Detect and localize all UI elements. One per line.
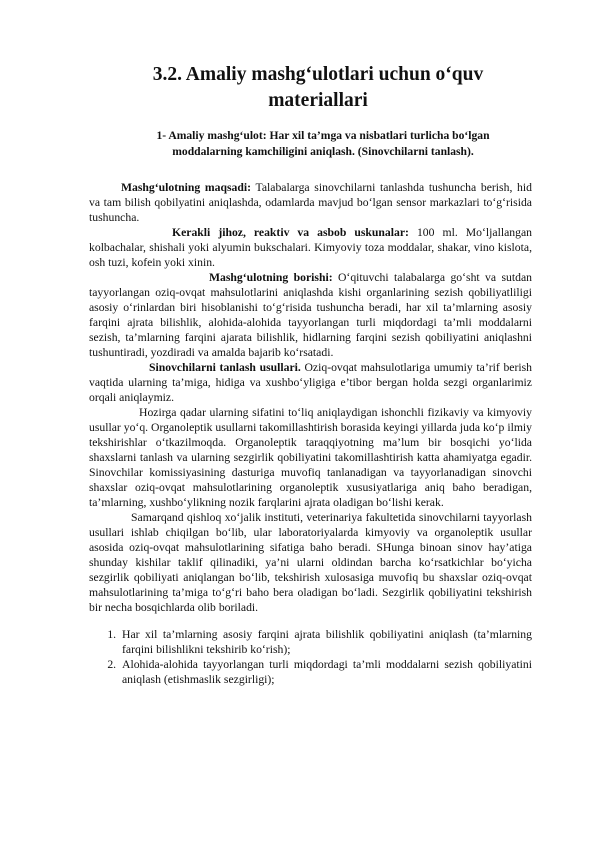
paragraph-text: Hozirga qadar ularning sifatini to‘liq aniqlaydigan ishonchli fizikaviy va kimyoviy usullar yo‘q. Organoleptik usullarni takomillashtirish borasida keyingi yillarda juda ko‘p ilmiy tekshirishlar o‘tkazilmoqda. Organoleptik taraqqiyotning ma’lum bir bosqichi yo‘lida shaxslarni tanlash va ularning sezgirlik qobiliyatini takomillashtirish katta ahamiyatga egadir. Sinovchilar komissiyasining dasturiga muvofiq tanlanadigan va tayyorlanadigan sinovchi shaxslar oziq-ovqat mahsulotlarining organoleptik xususiyatlariga aniq baho beradigan, ta’mlarning, xushbo‘ylikning nozik farqlarini ajrata oladigan bo‘lishi kerak. (89, 406, 532, 509)
paragraph-text: Oziq-ovqat mahsulotlariga umumiy ta’rif berish vaqtida ularning ta’miga, hidiga va xushbo‘yligiga e’tibor bergan holda sezgi organlarimiz orqali aniqlaymiz. (89, 361, 533, 404)
paragraph-goal (89, 180, 532, 225)
stages-list (89, 627, 532, 687)
paragraph-organoleptic (89, 405, 532, 510)
section-title-line1: 3.2. Amaliy mashg‘ulotlari uchun o‘quv (152, 64, 484, 85)
paragraph-lead: Kerakli jihoz, reaktiv va asbob uskunalar: (172, 226, 409, 239)
paragraph-equipment (89, 225, 532, 270)
list-item: 1. Har xil ta’mlarning asosiy farqini ajrata bilishlik qobiliyatini aniqlash (ta’mlarning farqini bilishlikni tekshirib ko‘rish); (119, 627, 532, 657)
paragraph-procedure (89, 270, 532, 360)
exercise-heading-line1: 1- Amaliy mashg‘ulot: Har xil ta’mga va nisbatlari turlicha bo‘lgan (156, 129, 490, 142)
exercise-heading (108, 128, 538, 160)
paragraph-lead: Sinovchilarni tanlash usullari. (149, 361, 301, 374)
paragraph-lead: Mashg‘ulotning borishi: (209, 271, 333, 284)
section-title (60, 62, 536, 114)
paragraph-text: 100 ml. Mo‘ljallangan kolbachalar, shishali yoki alyumin bukschalari. Kimyoviy toza moddalar, shakar, vino kislota, osh tuzi, kofein yoki xinin. (89, 226, 532, 269)
section-title-line2: materiallari (268, 90, 368, 111)
paragraph-text: Samarqand qishloq xo‘jalik instituti, veterinariya fakultetida sinovchilarni tayyorlash usullari ishlab chiqilgan bo‘lib, ular laboratoriyalarda kimyoviy va organoleptik usullar asosida oziq-ovqat mahsulotlarining sifatiga baho beradi. SHunga binoan sinov hay’atiga shunday kishilar taklif qilinadiki, ya’ni ularni oldindan barcha ko‘rsatkichlar bo‘yicha sezgirlik qobiliyati aniqlangan bo‘lib, tekshirish xulosasiga muvofiq bu shaxslar oziq-ovqat mahsulotlarining ta’miga to‘g‘ri baho bera oladigan bo‘ladi. Sezgirlik qobiliyatini tekshirish bir necha bosqichlarda olib boriladi. (89, 511, 532, 614)
document-body (89, 180, 532, 687)
exercise-heading-line2: moddalarning kamchiligini aniqlash. (Sinovchilarni tanlash). (172, 145, 474, 158)
paragraph-lead: Mashg‘ulotning maqsadi: (121, 181, 252, 194)
paragraph-text: Talabalarga sinovchilarni tanlashda tushuncha berish, hid va tam bilish qobilyatini aniqlashda, odamlarda mavjud bo‘lgan sensor markazlari to‘g‘risida tushuncha. (89, 181, 532, 224)
list-item: 2. Alohida-alohida tayyorlangan turli miqdordagi ta’mli moddalarni sezish qobiliyatini aniqlash (etishmaslik sezgirligi); (119, 657, 532, 687)
paragraph-selection-methods (89, 360, 532, 405)
paragraph-samarkand (89, 510, 532, 615)
paragraph-text: O‘qituvchi talabalarga go‘sht va sutdan tayyorlangan oziq-ovqat mahsulotlarini aniqlashda kishi organlarining sezish qobiliyatliligi asosiy o‘rinlardan biri hisoblanishi to‘g‘risida tushuncha beradi, har xil ta’mlarning asosiy farqini ajrata bilishlik, alohida-alohida tayyorlangan turli miqdordagi ta’mli moddalarni sezish, ta’mlarning farqini ajarata bilishlik, hidlarning farqini sezish qobiliyatini aniqlashni tushuntiradi, yozdiradi va amalda bajarib ko‘rsatadi. (89, 271, 532, 359)
